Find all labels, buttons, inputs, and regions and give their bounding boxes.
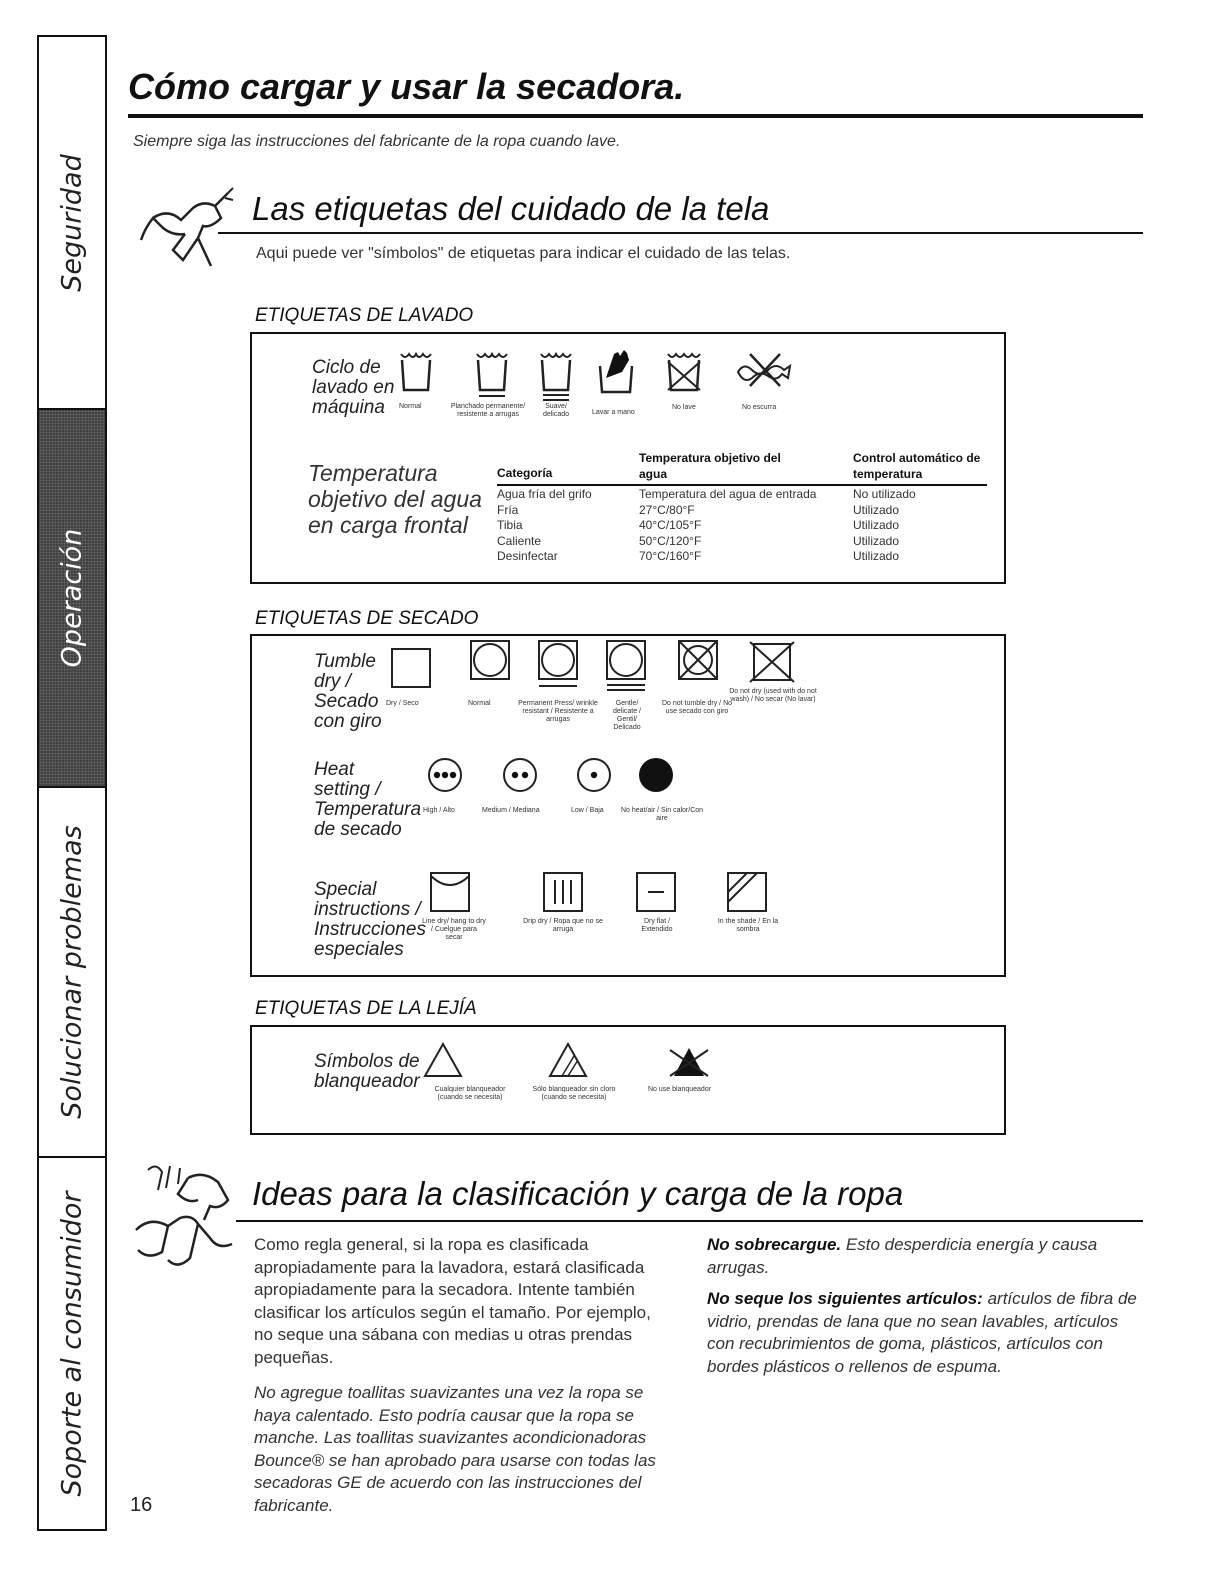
table-cell: Temperatura del agua de entrada [639, 487, 817, 501]
page-subtitle: Siempre siga las instrucciones del fabricante de la ropa cuando lave. [133, 133, 621, 150]
softener-paragraph: No agregue toallitas suavizantes una vez la ropa se haya calentado. Esto podría causar que la ropa se manche. Las toallitas suavizantes acondicionadoras Bounce® se han aprobado para usarse con todas las secadoras GE de acuerdo con las instrucciones del fabricante. [254, 1383, 656, 1515]
table-cell: Tibia [497, 518, 523, 532]
tumble-caption: Normal [468, 700, 491, 707]
label-line: setting / [314, 779, 381, 800]
section-rule [236, 1220, 1143, 1222]
table-cell: 40°C/105°F [639, 518, 702, 532]
bleach-caption: Cualquier blanqueador (cuando se necesita) [434, 1086, 506, 1101]
overload-paragraph [707, 1234, 1137, 1279]
hand-wash-icon [596, 348, 636, 394]
any-bleach-icon [423, 1042, 463, 1078]
tumble-caption: Do not tumble dry / No use secado con giro [661, 700, 733, 715]
label-line: instructions / [314, 899, 421, 920]
label-line: Instrucciones [314, 919, 426, 940]
special-caption: In the shade / En la sombra [717, 918, 779, 933]
fabric-care-heading: Las etiquetas del cuidado de la tela [252, 190, 770, 227]
tab-soporte-consumidor[interactable] [37, 1156, 107, 1531]
dry-shade-icon [727, 872, 767, 912]
table-cell: Fría [497, 502, 519, 517]
table-cell: Agua fría del grifo [497, 487, 592, 501]
label-line: dry / [314, 671, 351, 692]
non-chlorine-bleach-icon [548, 1042, 588, 1078]
shirt-illustration-icon [133, 178, 243, 278]
heat-setting-label [314, 760, 421, 840]
label-line: Ciclo de [312, 357, 381, 378]
temperature-label [308, 460, 482, 538]
table-header: Temperatura objetivo del agua [639, 451, 781, 481]
heat-high-icon [427, 757, 463, 793]
wash-caption: Planchado permanente/ resistente a arrugas [450, 403, 526, 418]
wash-caption: Suave/ delicado [542, 403, 570, 418]
do-not-wring-icon [736, 352, 792, 388]
tab-label: Seguridad [56, 153, 88, 292]
table-cell: 70°C/160°F [639, 549, 702, 563]
table-cell: Desinfectar [497, 549, 558, 563]
special-caption: Drip dry / Ropa que no se arruga [523, 918, 603, 933]
wash-caption: Lavar a mano [592, 409, 635, 416]
do-not-dry-paragraph [707, 1288, 1142, 1378]
wash-caption: No escurra [742, 404, 777, 411]
table-cell: No utilizado [853, 487, 916, 501]
label-line: con giro [314, 711, 382, 732]
table-cell: Caliente [497, 533, 542, 548]
heat-caption: Low / Baja [571, 807, 604, 814]
washtub-delicate-icon [540, 352, 572, 404]
page-title: Cómo cargar y usar la secadora. [128, 66, 685, 107]
label-line: Tumble [314, 651, 376, 672]
table-cell: Utilizado [853, 549, 900, 563]
tumble-dry-icon [391, 648, 431, 688]
special-caption: Line dry/ hang to dry / Cuelgue para secar [422, 918, 486, 941]
fabric-care-intro: Aqui puede ver "símbolos" de etiquetas para indicar el cuidado de las telas. [256, 245, 791, 262]
do-not-wash-icon [666, 352, 702, 392]
label-line: máquina [312, 397, 385, 418]
tab-label: Solucionar problemas [56, 825, 88, 1119]
special-caption: Dry flat / Extendido [641, 918, 673, 933]
tumble-dry-permanent-press-icon [538, 640, 578, 690]
tumble-dry-gentle-icon [606, 640, 646, 696]
do-not-tumble-dry-icon [678, 640, 718, 680]
wash-caption: No lave [672, 404, 696, 411]
label-line: de secado [314, 819, 402, 840]
tab-operacion[interactable] [37, 408, 107, 788]
label-line: blanqueador [314, 1071, 420, 1092]
label-line: Secado [314, 691, 379, 712]
overload-text: Esto desperdicia energía y causa arrugas. [707, 1235, 1098, 1277]
label-line: Símbolos de [314, 1051, 420, 1072]
heat-low-icon [576, 757, 612, 793]
label-line: Heat [314, 759, 355, 780]
drip-dry-icon [543, 872, 583, 912]
table-col-temperature [639, 487, 816, 565]
tab-label: Operación [56, 528, 88, 668]
tumble-dry-label [314, 652, 382, 732]
label-line: en carga frontal [308, 512, 468, 538]
special-instructions-label [314, 880, 426, 960]
table-cell: Utilizado [853, 533, 900, 548]
tab-seguridad[interactable] [37, 35, 107, 410]
tumble-dry-normal-icon [470, 640, 510, 680]
overload-lead: No sobrecargue. [707, 1235, 842, 1254]
table-cell: Utilizado [853, 518, 900, 532]
table-header: Categoría [497, 466, 553, 480]
heat-caption: Medium / Mediana [482, 807, 540, 814]
do-not-bleach-icon [664, 1044, 714, 1078]
tumble-caption: Do not dry (used with do not wash) / No secar (No lavar) [729, 688, 817, 703]
table-rule [497, 484, 987, 486]
no-heat-icon [638, 757, 674, 793]
washing-heading: ETIQUETAS DE LAVADO [255, 305, 474, 326]
wash-cycle-label [312, 358, 394, 418]
drying-heading: ETIQUETAS DE SECADO [255, 608, 479, 629]
page-number: 16 [130, 1494, 153, 1516]
table-col-control [853, 487, 916, 565]
label-line: objetivo del agua [308, 486, 482, 512]
tab-solucionar-problemas[interactable] [37, 786, 107, 1158]
dry-flat-icon [636, 872, 676, 912]
wash-caption: Normal [399, 403, 422, 410]
bleach-caption: Sólo blanqueador sin cloro (cuando se necesita) [532, 1086, 616, 1101]
do-not-dry-text: artículos de fibra de vidrio, prendas de lana que no sean lavables, artículos con recubrimientos de goma, plásticos, artículos con bordes plásticos o rellenos de espuma. [707, 1289, 1137, 1376]
table-cell: Utilizado [853, 502, 900, 517]
table-header: Control automático de temperatura [853, 451, 981, 481]
title-rule [128, 114, 1143, 118]
label-line: lavado en [312, 377, 395, 398]
heat-caption: No heat/air / Sin calor/Con aire [620, 807, 704, 822]
do-not-dry-lead: No seque los siguientes artículos: [707, 1289, 983, 1308]
washtub-permanent-press-icon [476, 352, 508, 400]
tumble-caption: Dry / Seco [386, 700, 419, 707]
bleach-label [314, 1052, 420, 1092]
table-cell: 27°C/80°F [639, 502, 695, 517]
table-cell: 50°C/120°F [639, 533, 702, 548]
tumble-caption: Permanent Press/ wrinkle resistant / Resistente a arrugas [518, 700, 598, 723]
tumble-caption: Gentle/ delicate / Gentil/ Delicado [612, 700, 642, 731]
sorting-heading: Ideas para la clasificación y carga de la ropa [252, 1175, 904, 1212]
bleach-caption: No use blanqueador [648, 1086, 712, 1093]
washtub-icon [400, 352, 432, 392]
label-line: especiales [314, 939, 404, 960]
do-not-dry-icon [750, 640, 794, 684]
table-col-category [497, 487, 592, 565]
sorting-paragraph: Como regla general, si la ropa es clasificada apropiadamente para la lavadora, estará clasificada apropiadamente para la secadora. Intente también clasificar los artículos según el tamaño. Por ejemplo, no seque una sábana con medias u otras prendas pequeñas. [254, 1235, 651, 1367]
line-dry-icon [430, 872, 470, 912]
tab-label: Soporte al consumidor [56, 1190, 88, 1497]
heat-medium-icon [502, 757, 538, 793]
label-line: Temperatura [314, 799, 422, 820]
laundry-illustration-icon [128, 1160, 248, 1275]
bleach-heading: ETIQUETAS DE LA LEJÍA [255, 998, 477, 1019]
label-line: Temperatura [308, 460, 438, 486]
heat-caption: High / Alto [423, 807, 455, 814]
label-line: Special [314, 879, 377, 900]
section-rule [218, 232, 1143, 234]
